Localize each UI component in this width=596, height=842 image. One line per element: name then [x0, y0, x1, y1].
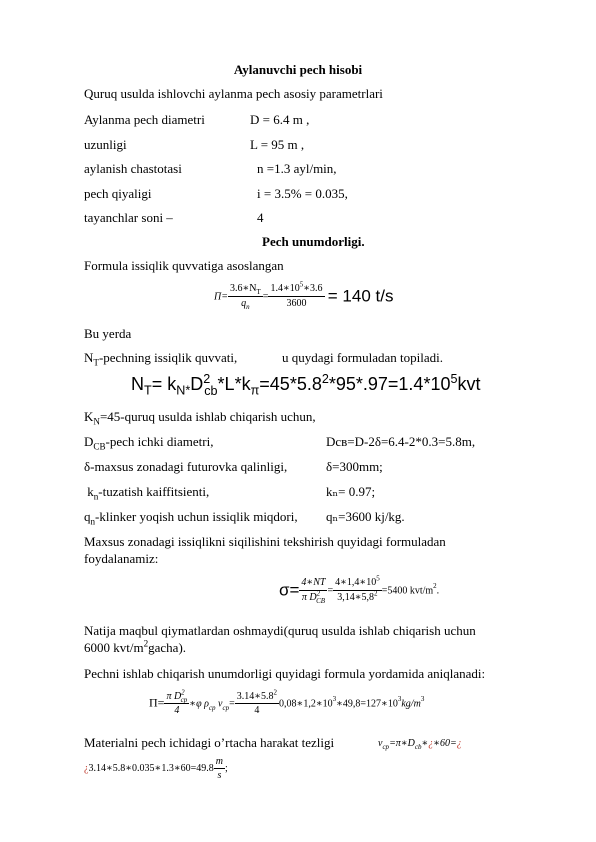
- formula-lhs: Π=: [149, 695, 165, 710]
- symbol: q: [84, 509, 91, 524]
- denominator: π D: [301, 592, 317, 603]
- denominator: 4: [164, 703, 189, 717]
- definition-kn-value: kₙ= 0.97;: [326, 484, 376, 499]
- symbol: k: [84, 484, 94, 499]
- superscript: 2: [203, 372, 211, 386]
- symbol: D: [84, 434, 94, 449]
- paragraph-line: [84, 640, 186, 656]
- superscript: 2: [374, 589, 378, 598]
- symbol: K: [84, 409, 94, 424]
- subscript: cb: [414, 743, 422, 751]
- param-value-slope: i = 3.5% = 0.035,: [257, 186, 348, 201]
- fraction: [214, 755, 225, 782]
- superscript: 3: [420, 695, 425, 704]
- subscript: cp: [382, 743, 390, 751]
- subscript: cp: [180, 696, 188, 704]
- superscript: 2: [321, 372, 329, 386]
- formula-productivity: [149, 690, 424, 717]
- formula-part: ∗: [421, 738, 429, 749]
- numerator: 3.6∗N: [229, 283, 257, 294]
- denominator: s: [214, 768, 225, 782]
- superscript: 3: [397, 695, 402, 704]
- definition-dcb: [84, 434, 213, 450]
- section-title: Pech unumdorligi.: [262, 234, 365, 249]
- document-title: Aylanuvchi pech hisobi: [233, 62, 363, 77]
- fraction: [299, 576, 327, 605]
- subscript: T: [144, 383, 152, 398]
- placeholder-glyph: ¿: [84, 762, 89, 774]
- subscript: CB: [316, 597, 326, 605]
- numerator-part: ∗3.6: [303, 283, 323, 294]
- formula-part: ∗φ ρ: [189, 698, 209, 710]
- definition-dcb-value: Dсв=D-2δ=6.4-2*0.3=5.8m,: [326, 434, 476, 449]
- formula-heat-stress: [279, 576, 439, 605]
- fraction: [228, 282, 263, 311]
- subscript: cp: [208, 704, 216, 713]
- formula-lhs: σ=: [279, 580, 300, 600]
- fraction: [333, 576, 382, 605]
- formula-part: ∗49,8=127∗10: [336, 698, 398, 710]
- superscript: 2: [181, 688, 185, 697]
- subscript: π: [250, 383, 260, 398]
- nt-definition-tail: u quydagi formuladan topiladi.: [282, 350, 444, 365]
- numerator: 3.14∗5.8: [236, 691, 274, 702]
- param-value-supports: 4: [257, 210, 264, 225]
- formula-part: v: [378, 738, 383, 749]
- nt-definition: [84, 350, 237, 366]
- definition-text: -klinker yoqish uchun issiqlik miqdori,: [95, 509, 298, 524]
- formula-part: 3.14∗5.8∗0.035∗1.3∗60=49.8: [88, 762, 214, 774]
- placeholder-glyph: ¿: [456, 738, 462, 749]
- formula-part: *95*.97=1.4*10: [328, 374, 451, 394]
- superscript: 5: [376, 574, 380, 583]
- superscript: 5: [299, 280, 304, 289]
- superscript: 5: [450, 372, 458, 386]
- paragraph-line: foydalanamiz:: [84, 551, 159, 566]
- paragraph-line: Maxsus zonadagi issiqlikni siqilishini tekshirish quyidagi formuladan: [84, 534, 446, 549]
- subscript: T: [256, 288, 261, 296]
- fraction: [164, 690, 189, 717]
- numerator: m: [215, 756, 224, 767]
- parameters-heading: Quruq usulda ishlovchi aylanma pech asosiy parametrlari: [84, 86, 383, 101]
- formula-result: = 140 t/s: [327, 286, 394, 306]
- formula-velocity: [378, 736, 462, 752]
- definition-delta: δ-maxsus zonadagi futurovka qalinligi,: [84, 459, 288, 474]
- superscript: 3: [332, 695, 337, 704]
- formula-result: =5400 kvt/m: [381, 585, 434, 597]
- formula-part: =π∗D: [389, 738, 415, 749]
- placeholder-glyph: ¿: [428, 738, 434, 749]
- param-value-frequency: n =1.3 ayl/min,: [257, 161, 337, 176]
- text-part: 6000 kvt/m: [84, 640, 144, 655]
- bu-yerda: Bu yerda: [84, 326, 132, 341]
- formula-velocity-result: [84, 755, 228, 782]
- param-label-frequency: aylanish chastotasi: [84, 161, 182, 176]
- text-part: gacha).: [148, 640, 187, 655]
- param-label-diameter: Aylanma pech diametri: [84, 112, 205, 127]
- definition-text: -tuzatish kaiffitsienti,: [98, 484, 210, 499]
- formula-part: = k: [151, 374, 177, 394]
- formula-part: 0,08∗1,2∗10: [279, 698, 333, 710]
- numerator: π D: [166, 691, 182, 702]
- subscript: n: [246, 303, 250, 311]
- definition-text: -pech ichki diametri,: [105, 434, 214, 449]
- numerator: 1.4∗10: [270, 283, 300, 294]
- definition-text: =45-quruq usulda ishlab chiqarish uchun,: [99, 409, 316, 424]
- heat-power-formula: [131, 372, 481, 398]
- definition-kn: [84, 409, 316, 425]
- denominator: 3,14∗5,8: [337, 592, 375, 603]
- paragraph-line: Natija maqbul qiymatlardan oshmaydi(quruq usulda ishlab chiqarish uchun: [84, 623, 476, 638]
- paragraph-line: Pechni ishlab chiqarish unumdorligi quyidagi formula yordamida aniqlanadi:: [84, 666, 486, 681]
- formula-part: N: [131, 374, 144, 394]
- denominator: 3600: [268, 296, 324, 311]
- paragraph-line: Materialni pech ichidagi o’rtacha harakat tezligi: [84, 735, 335, 750]
- subscript: N*: [176, 383, 191, 398]
- fraction: [235, 690, 279, 717]
- formula-part: =45*5.8: [259, 374, 322, 394]
- formula-part: v: [215, 698, 223, 710]
- subscript: CB: [93, 441, 106, 452]
- definition-delta-value: δ=300mm;: [326, 459, 383, 474]
- formula-tail: ;: [225, 762, 228, 774]
- superscript: 2: [433, 582, 437, 591]
- formula-tail: .: [436, 585, 440, 597]
- denominator: 4: [235, 703, 279, 717]
- formula-part: kg/m: [401, 698, 421, 710]
- denominator: q: [241, 298, 247, 309]
- equals-sign: =: [327, 585, 334, 597]
- superscript: 2: [273, 688, 278, 697]
- formula-part: D: [190, 374, 204, 394]
- param-label-slope: pech qiyaligi: [84, 186, 152, 201]
- subscript: T: [93, 357, 99, 368]
- param-value-diameter: D = 6.4 m ,: [250, 112, 310, 127]
- equals-sign: =: [229, 698, 235, 710]
- numerator: 4∗NT: [301, 577, 326, 588]
- definition-kn-correction: [84, 484, 209, 500]
- superscript: 2: [143, 638, 149, 649]
- symbol: N: [84, 350, 94, 365]
- formula-intro: Formula issiqlik quvvatiga asoslangan: [84, 258, 284, 273]
- fraction: [268, 282, 324, 311]
- subscript: cp: [222, 704, 230, 713]
- numerator: 4∗1,4∗10: [335, 577, 377, 588]
- subscript: N: [93, 416, 100, 427]
- definition-qn: [84, 509, 298, 525]
- equals-sign: =: [262, 291, 269, 303]
- formula-part: ∗60=: [433, 738, 457, 749]
- definition-text: -pechning issiqlik quvvati,: [98, 350, 238, 365]
- superscript: 2: [316, 589, 321, 598]
- formula-part: kvt: [457, 374, 481, 394]
- subscript: cb: [204, 383, 218, 398]
- param-value-length: L = 95 m ,: [250, 137, 305, 152]
- formula-lhs: Π=: [214, 291, 228, 303]
- subscript: n: [93, 491, 99, 502]
- formula-productivity-heat: [214, 282, 393, 311]
- param-label-supports: tayanchlar soni –: [84, 210, 173, 225]
- definition-qn-value: qₙ=3600 kj/kg.: [326, 509, 405, 524]
- param-label-length: uzunligi: [84, 137, 127, 152]
- subscript: n: [90, 516, 96, 527]
- formula-part: *L*k: [217, 374, 251, 394]
